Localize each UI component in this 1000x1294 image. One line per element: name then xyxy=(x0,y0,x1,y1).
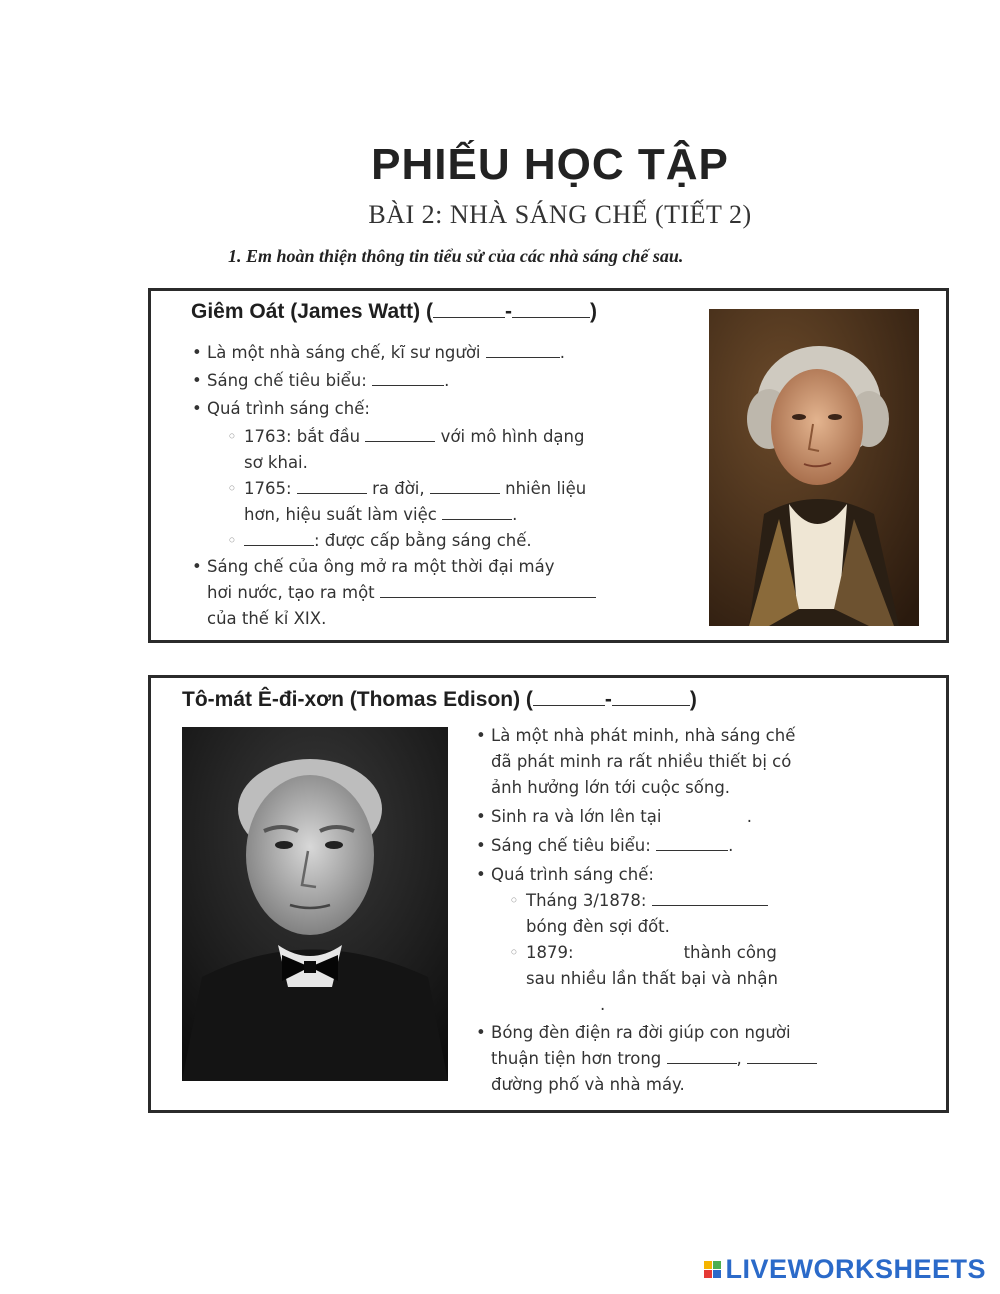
edison-impact-end: đường phố và nhà máy. xyxy=(491,1075,685,1094)
edison-1878-line: ◦ Tháng 3/1878: xyxy=(526,888,768,914)
watt-patent-year-blank[interactable] xyxy=(244,531,314,546)
watt-impact-blank[interactable] xyxy=(380,583,596,598)
watt-1765-blank-2[interactable] xyxy=(430,479,500,494)
watt-1765-line: ◦ 1765: ra đời, nhiên liệu xyxy=(244,476,586,502)
edison-bio-line-2: đã phát minh ra rất nhiều thiết bị có xyxy=(491,752,792,771)
edison-1878-blank[interactable] xyxy=(652,891,768,906)
watt-invention-blank[interactable] xyxy=(372,371,444,386)
edison-1878-cont: bóng đèn sợi đốt. xyxy=(526,917,670,936)
watt-invention-line: • Sáng chế tiêu biểu: . xyxy=(207,368,449,394)
watt-1763-line: ◦ 1763: bắt đầu với mô hình dạng xyxy=(244,424,584,450)
watt-1765-blank-1[interactable] xyxy=(297,479,367,494)
thomas-edison-heading: Tô-mát Ê-đi-xơn (Thomas Edison) ( - ) xyxy=(182,688,697,711)
page-title: PHIẾU HỌC TẬP xyxy=(371,140,729,189)
edison-death-year-blank[interactable] xyxy=(612,691,690,706)
liveworksheets-logo-icon xyxy=(704,1261,721,1278)
james-watt-portrait xyxy=(709,309,919,626)
watt-impact-line: • Sáng chế của ông mở ra một thời đại máy xyxy=(207,554,555,580)
watt-1763-blank[interactable] xyxy=(365,427,435,442)
watt-impact-cont: hơi nước, tạo ra một xyxy=(207,580,596,606)
watt-impact-end: của thế kỉ XIX. xyxy=(207,609,327,628)
edison-impact-blank-1[interactable] xyxy=(667,1049,737,1064)
edison-birth-year-blank[interactable] xyxy=(533,691,605,706)
watt-patent-line: ◦ : được cấp bằng sáng chế. xyxy=(244,528,532,554)
birth-year-blank[interactable] xyxy=(433,303,505,318)
liveworksheets-logo xyxy=(704,1254,986,1285)
watt-1763-cont: sơ khai. xyxy=(244,453,308,472)
edison-bio-line-3: ảnh hưởng lớn tới cuộc sống. xyxy=(491,778,731,797)
watt-process-line: • Quá trình sáng chế: xyxy=(207,396,370,422)
thomas-edison-portrait-image xyxy=(182,727,448,1081)
lesson-subtitle: BÀI 2: NHÀ SÁNG CHẾ (TIẾT 2) xyxy=(368,200,752,229)
edison-impact-blank-2[interactable] xyxy=(747,1049,817,1064)
james-watt-portrait-image xyxy=(709,309,919,626)
thomas-edison-portrait xyxy=(182,727,448,1081)
edison-birthplace-line: • Sinh ra và lớn lên tại . xyxy=(491,804,752,830)
watt-1765-cont: hơn, hiệu suất làm việc . xyxy=(244,505,518,524)
edison-bio-line-1: • Là một nhà phát minh, nhà sáng chế xyxy=(491,723,795,749)
edison-1879-end: . xyxy=(600,995,606,1014)
watt-nationality-line: • Là một nhà sáng chế, kĩ sư người . xyxy=(207,340,565,366)
liveworksheets-logo-text: LIVEWORKSHEETS xyxy=(725,1254,986,1284)
edison-invention-line: • Sáng chế tiêu biểu: . xyxy=(491,833,733,859)
instruction-text: 1. Em hoàn thiện thông tin tiểu sử của các nhà sáng chế sau. xyxy=(228,246,684,266)
james-watt-heading: Giêm Oát (James Watt) ( - ) xyxy=(191,300,597,323)
edison-process-line: • Quá trình sáng chế: xyxy=(491,862,654,888)
watt-efficiency-blank[interactable] xyxy=(442,505,512,520)
death-year-blank[interactable] xyxy=(512,303,590,318)
edison-1879-cont: sau nhiều lần thất bại và nhận xyxy=(526,969,778,988)
edison-1879-line: ◦ 1879: thành công xyxy=(526,940,777,966)
edison-invention-blank[interactable] xyxy=(656,836,728,851)
watt-nationality-blank[interactable] xyxy=(486,343,560,358)
edison-impact-line: • Bóng đèn điện ra đời giúp con người xyxy=(491,1020,791,1046)
edison-impact-cont: thuận tiện hơn trong , xyxy=(491,1046,817,1072)
